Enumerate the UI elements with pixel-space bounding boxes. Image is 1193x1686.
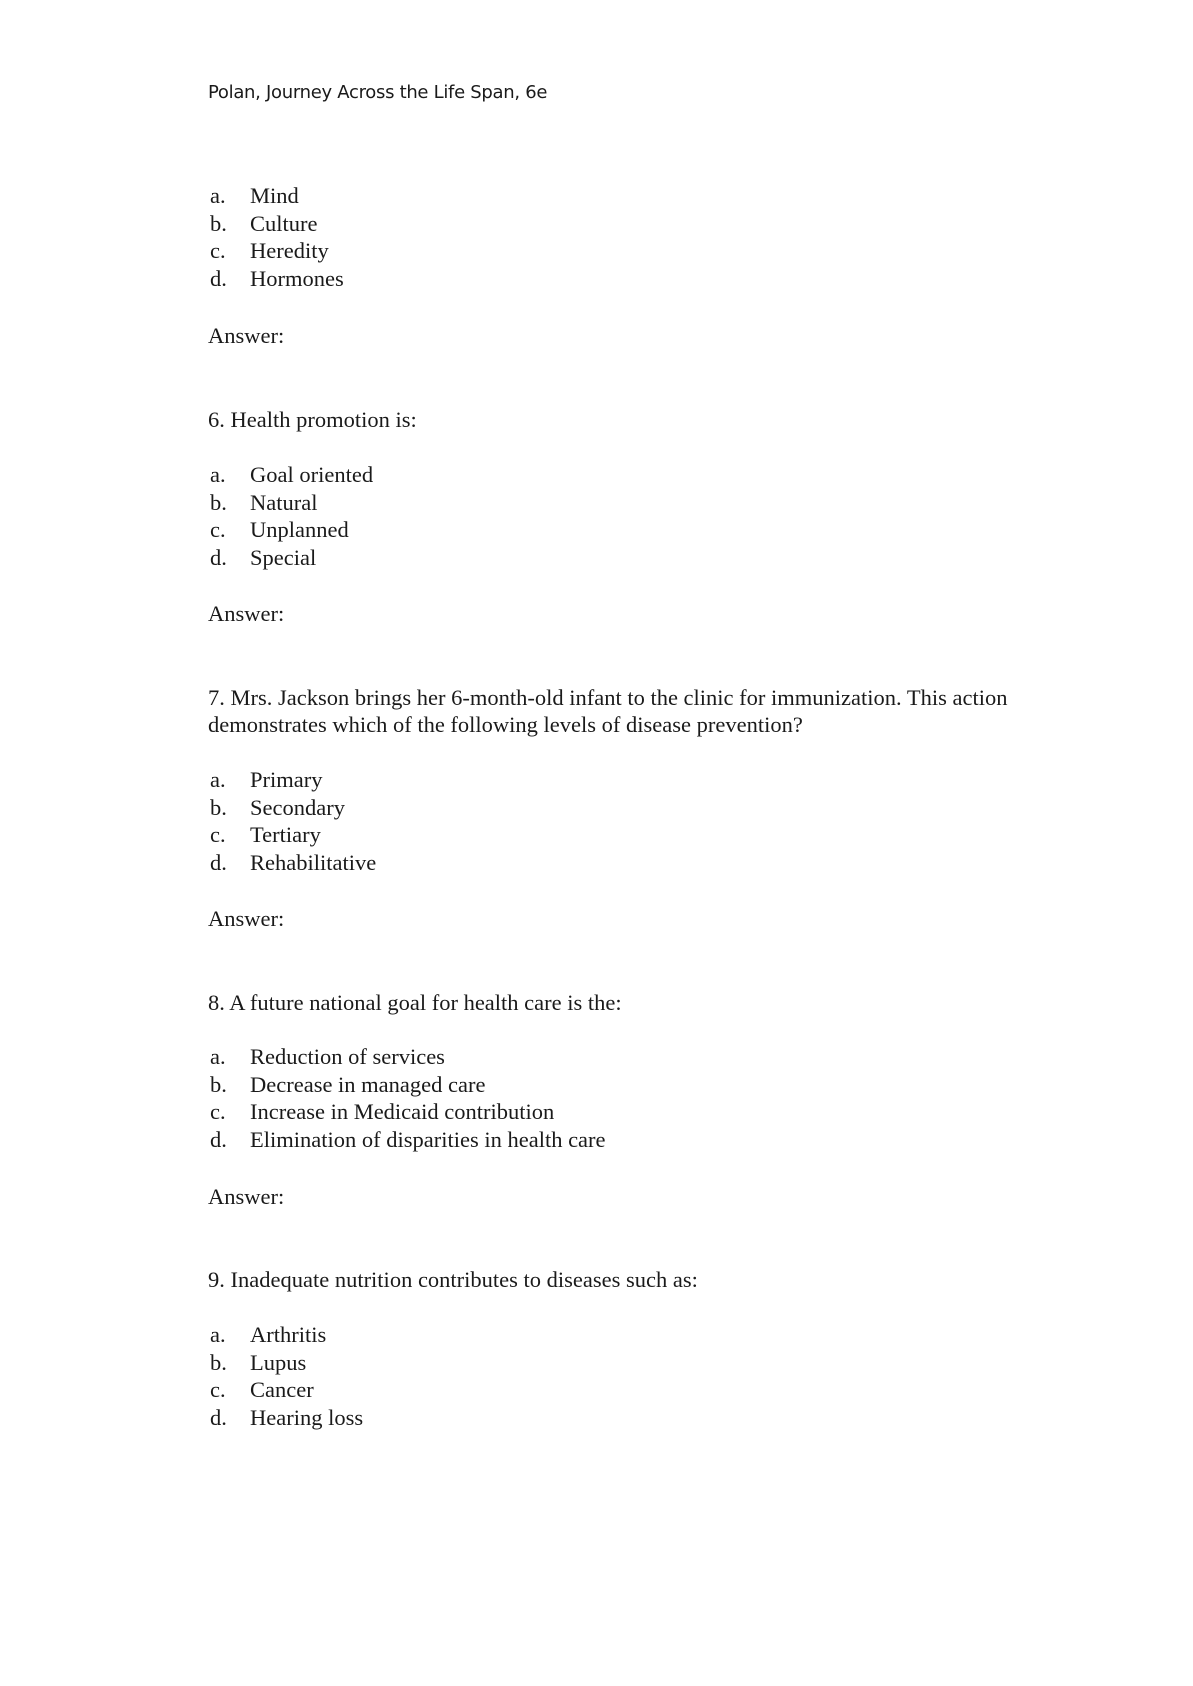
q8-question: 8. A future national goal for health care is the: [208,990,622,1015]
q9-options [208,1321,363,1431]
q7-question-line2: demonstrates which of the following levels of disease prevention? [208,712,803,737]
q6-question: 6. Health promotion is: [208,407,417,432]
q7-option-d: d. Rehabilitative [210,849,377,875]
q7-option-b: b. Secondary [210,794,345,820]
q8-options [208,1043,606,1153]
q6-option-b: b. Natural [210,489,318,515]
q7-answer: Answer: [208,906,285,931]
q6-option-a: a. Goal oriented [210,462,374,487]
q5-option-c: c. Heredity [210,238,329,264]
q7-option-c: c. Tertiary [210,822,321,848]
q9-option-d: d. Hearing loss [210,1404,364,1430]
q9-option-c: c. Cancer [210,1377,314,1403]
q9-option-b: b. Lupus [210,1349,307,1375]
q6-answer: Answer: [208,601,285,626]
q9-option-a: a. Arthritis [210,1322,327,1347]
q6-option-d: d. Special [210,544,317,570]
page-header: Polan, Journey Across the Life Span, 6e [208,82,548,103]
q5-option-d: d. Hormones [210,265,344,291]
q8-option-d: d. Elimination of disparities in health care [210,1126,606,1152]
q8-option-c: c. Increase in Medicaid contribution [210,1099,555,1125]
q5-answer: Answer: [208,323,285,348]
q5-options [208,182,344,292]
q5-option-b: b. Culture [210,210,318,236]
q6-options [208,461,373,571]
q7-option-a: a. Primary [210,767,323,792]
q8-option-b: b. Decrease in managed care [210,1071,486,1097]
q8-answer: Answer: [208,1184,285,1209]
q5-option-a: a. Mind [210,183,299,208]
q6-option-c: c. Unplanned [210,517,349,543]
q9-question: 9. Inadequate nutrition contributes to diseases such as: [208,1267,698,1292]
q7-question-line1: 7. Mrs. Jackson brings her 6-month-old infant to the clinic for immunization. This action [208,685,1008,710]
q7-options [208,766,376,876]
q8-option-a: a. Reduction of services [210,1044,445,1069]
